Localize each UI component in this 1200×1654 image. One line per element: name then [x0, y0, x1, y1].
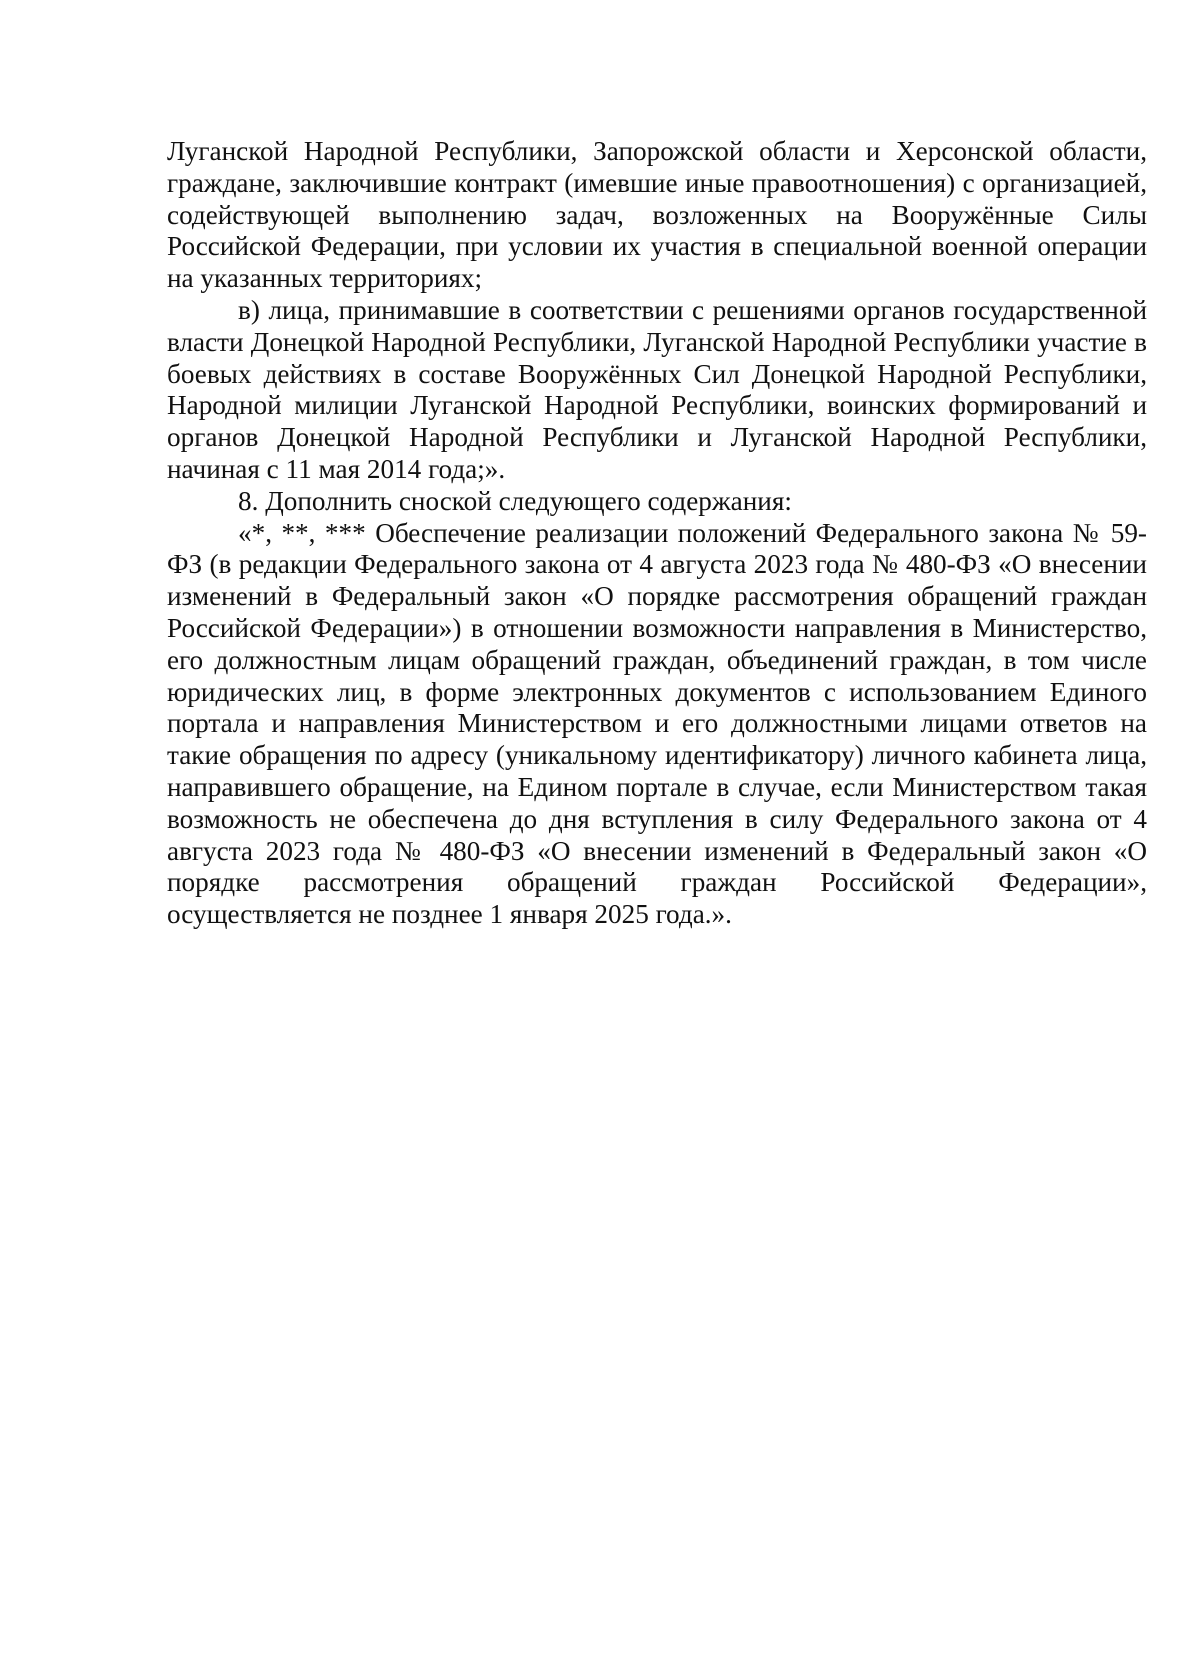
- document-body: [167, 136, 1147, 931]
- paragraph-item-v: в) лица, принимавшие в соответствии с решениями органов государственной власти Донецкой Народной Республики, Луганской Народной Республики участие в боевых действиях в составе Вооружённых Сил Донецкой Народной Республики, Народной милиции Луганской Народной Республики, воинских формирований и органов Донецкой Народной Республики и Луганской Народной Республики, начиная с 11 мая 2014 года;».: [167, 294, 1147, 484]
- paragraph-item-8: 8. Дополнить сноской следующего содержания:: [238, 485, 792, 516]
- paragraph-continuation: Луганской Народной Республики, Запорожской области и Херсонской области, граждане, заключившие контракт (имевшие иные правоотношения) с организацией, содействующей выполнению задач, возложенных на Вооружённые Силы Российской Федерации, при условии их участия в специальной военной операции на указанных территориях;: [167, 136, 1147, 294]
- paragraph-footnote: «*, **, *** Обеспечение реализации положений Федерального закона № 59-ФЗ (в редакции Федерального закона от 4 августа 2023 года № 480-ФЗ «О внесении изменений в Федеральный закон «О порядке рассмотрения обращений граждан Российской Федерации») в отношении возможности направления в Министерство, его должностным лицам обращений граждан, объединений граждан, в том числе юридических лиц, в форме электронных документов с использованием Единого портала и направления Министерством и его должностными лицами ответов на такие обращения по адресу (уникальному идентификатору) личного кабинета лица, направившего обращение, на Едином портале в случае, если Министерством такая возможность не обеспечена до дня вступления в силу Федерального закона от 4 августа 2023 года № 480-ФЗ «О внесении изменений в Федеральный закон «О порядке рассмотрения обращений граждан Российской Федерации», осуществляется не позднее 1 января 2025 года.».: [167, 517, 1147, 930]
